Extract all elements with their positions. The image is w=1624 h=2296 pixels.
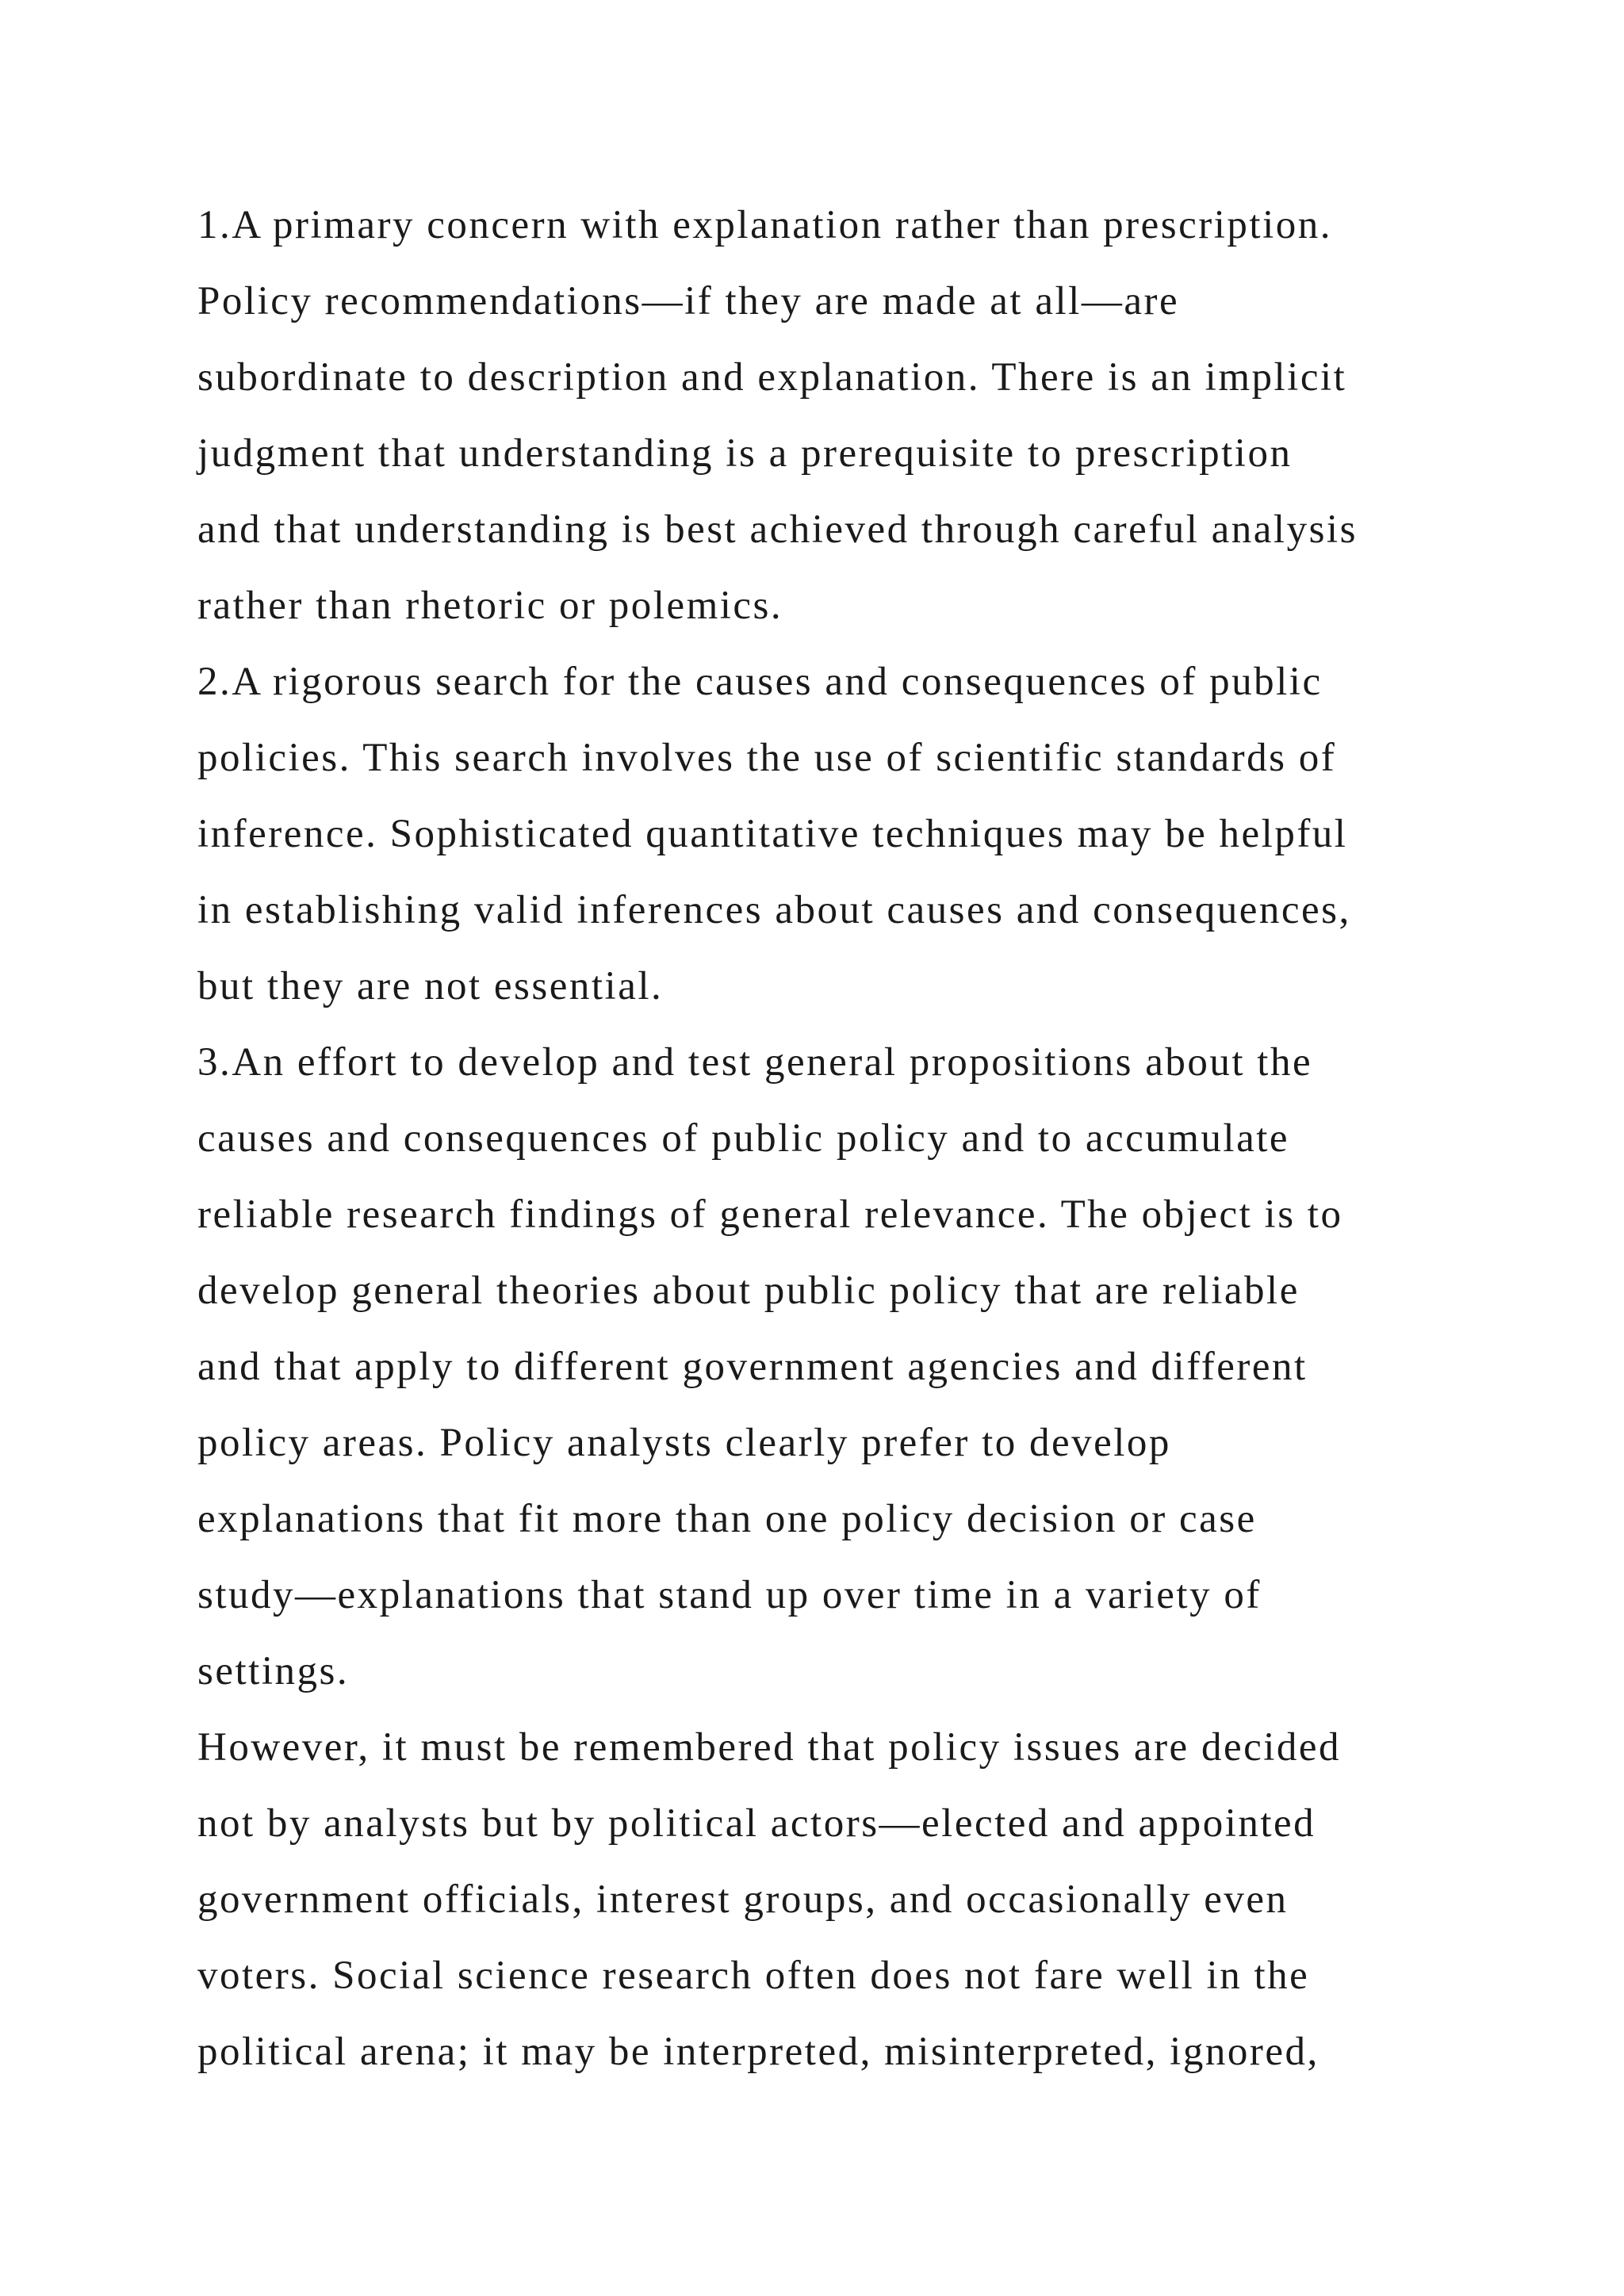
text-line: rather than rhetoric or polemics. [197,584,783,628]
text-line: government officials, interest groups, and occasionally even [197,1877,1289,1922]
text-line: subordinate to description and explanation. There is an implicit [197,355,1347,400]
text-line: study—explanations that stand up over time in a variety of [197,1573,1262,1617]
text-line: settings. [197,1649,350,1693]
text-line: reliable research findings of general relevance. The object is to [197,1192,1343,1237]
text-line: develop general theories about public policy that are reliable [197,1269,1300,1313]
text-line: explanations that fit more than one policy decision or case [197,1497,1257,1541]
text-line: and that apply to different government agencies and different [197,1345,1308,1389]
text-line: but they are not essential. [197,964,664,1008]
text-line: However, it must be remembered that policy issues are decided [197,1725,1342,1770]
text-line: and that understanding is best achieved through careful analysis [197,507,1358,552]
text-line: not by analysts but by political actors—elected and appointed [197,1801,1316,1846]
text-line: 1.A primary concern with explanation rather than prescription. [197,203,1332,247]
text-line: judgment that understanding is a prerequisite to prescription [197,431,1293,476]
text-line: in establishing valid inferences about causes and consequences, [197,888,1351,932]
text-line: political arena; it may be interpreted, misinterpreted, ignored, [197,2030,1320,2074]
text-line: policies. This search involves the use of scientific standards of [197,736,1337,780]
text-line: 2.A rigorous search for the causes and consequences of public [197,660,1323,704]
text-line: causes and consequences of public policy and to accumulate [197,1116,1290,1161]
text-line: inference. Sophisticated quantitative techniques may be helpful [197,812,1348,856]
text-line: Policy recommendations—if they are made at all—are [197,279,1180,323]
text-line: voters. Social science research often does not fare well in the [197,1954,1310,1998]
body-text [197,187,1450,2090]
text-line: policy areas. Policy analysts clearly prefer to develop [197,1421,1171,1465]
text-line: 3.An effort to develop and test general propositions about the [197,1040,1313,1085]
